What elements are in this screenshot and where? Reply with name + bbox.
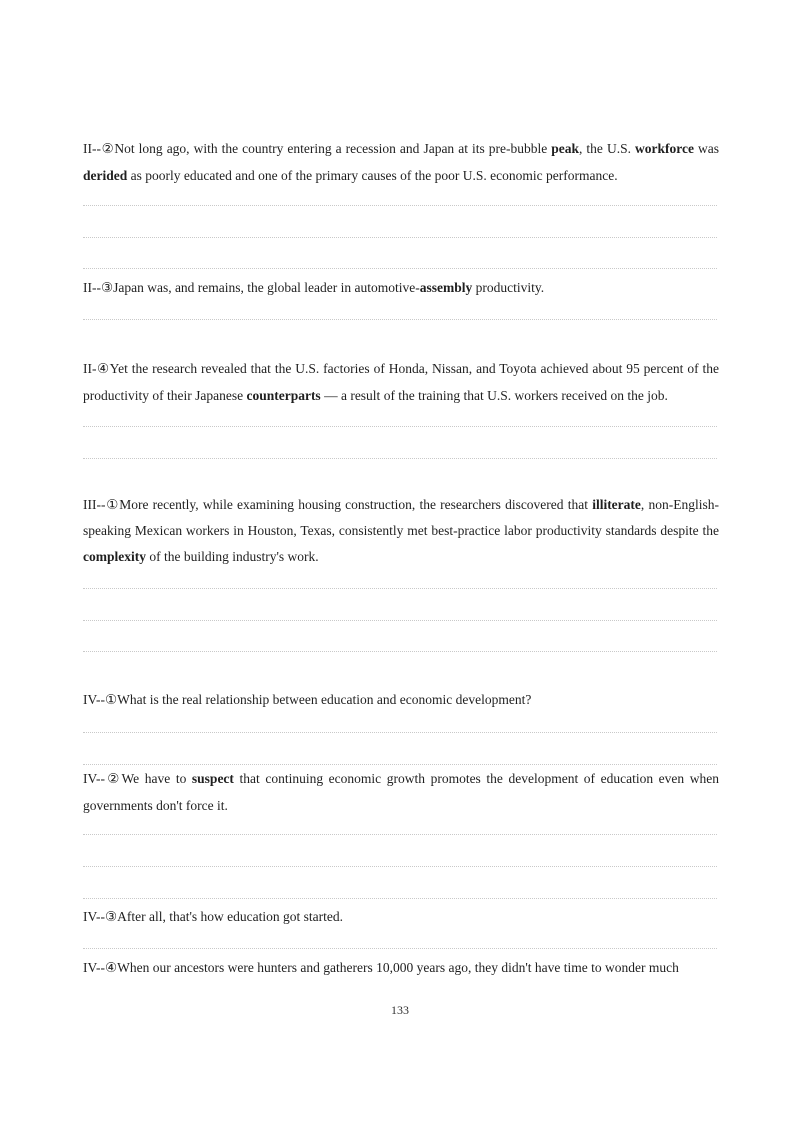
answer-line (83, 426, 717, 427)
text-segment: productivity. (472, 280, 545, 295)
answer-line (83, 651, 717, 652)
text-segment: II--③Japan was, and remains, the global leader in automotive- (83, 280, 420, 295)
answer-line (83, 588, 717, 589)
text-segment: IV--④When our ancestors were hunters and gatherers 10,000 years ago, they didn't have time to wonder much (83, 960, 679, 975)
answer-line (83, 732, 717, 733)
text-segment: IV--②We have to (83, 771, 192, 786)
paragraph-IV-1 (83, 686, 719, 713)
text-segment: , non-English-speaking Mexican workers in Houston, Texas, consistently met best-practice labor productivity standards despite the (83, 497, 719, 538)
keyword: derided (83, 168, 128, 183)
keyword: assembly (419, 280, 473, 295)
paragraph-IV-4 (83, 954, 719, 981)
keyword: complexity (83, 549, 146, 564)
text-segment: IV--③After all, that's how education got started. (83, 909, 343, 924)
answer-line (83, 458, 717, 459)
text-segment: , the U.S. (579, 141, 635, 156)
keyword: suspect (191, 771, 234, 786)
answer-line (83, 205, 717, 206)
text-segment: III--①More recently, while examining housing construction, the researchers discovered that (83, 497, 593, 512)
answer-line (83, 898, 717, 899)
text-segment: II--②Not long ago, with the country entering a recession and Japan at its pre-bubble (83, 141, 552, 156)
answer-line (83, 620, 717, 621)
answer-line (83, 268, 717, 269)
text-segment: was (693, 141, 720, 156)
text-segment: that continuing economic growth promotes the development of education even when governments don't force it. (83, 771, 719, 813)
paragraph-II-3 (83, 274, 719, 301)
text-segment: as poorly educated and one of the primary causes of the poor U.S. economic performance. (127, 168, 618, 183)
text-segment: II-④Yet the research revealed that the U.S. factories of Honda, Nissan, and Toyota achieved about 95 percent of the productivity of their Japanese (83, 361, 719, 403)
paragraph-IV-2 (83, 765, 719, 819)
keyword: illiterate (592, 497, 641, 512)
keyword: peak (551, 141, 580, 156)
paragraph-IV-3 (83, 903, 719, 930)
text-segment: IV--①What is the real relationship between education and economic development? (83, 692, 532, 707)
text-segment: — a result of the training that U.S. workers received on the job. (320, 388, 668, 403)
answer-line (83, 237, 717, 238)
answer-line (83, 319, 717, 320)
answer-line (83, 834, 717, 835)
paragraph-II-2 (83, 135, 719, 189)
text-segment: of the building industry's work. (146, 549, 319, 564)
paragraph-III-1 (83, 492, 719, 570)
answer-line (83, 866, 717, 867)
keyword: workforce (635, 141, 694, 156)
paragraph-II-4 (83, 355, 719, 409)
page-number: 133 (391, 1003, 409, 1017)
answer-line (83, 948, 717, 949)
keyword: counterparts (246, 388, 321, 403)
